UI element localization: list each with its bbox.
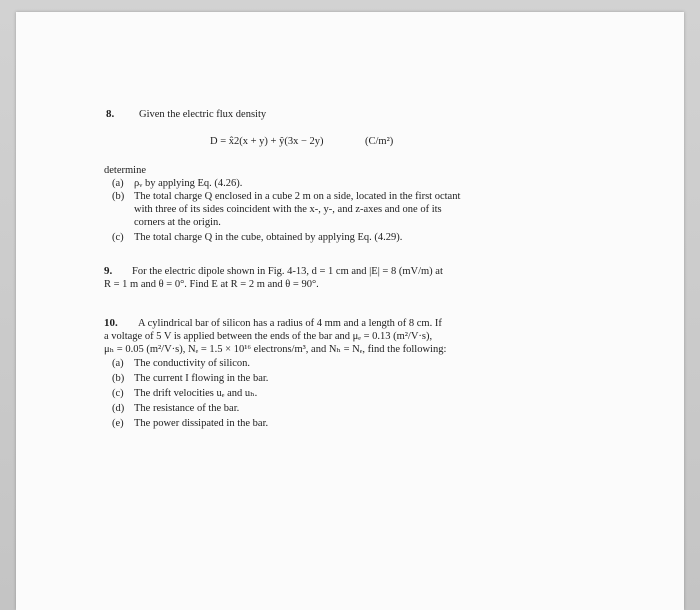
problem-10-line-2: a voltage of 5 V is applied between the ends of the bar and μₑ = 0.13 (m²/V·s), [104,331,433,342]
problem-10-part-e-text: The power dissipated in the bar. [134,418,269,429]
problem-8-part-b-line-3: corners at the origin. [134,217,221,228]
problem-9-number: 9. [104,265,113,277]
problem-8-equation: D = x̂2(x + y) + ŷ(3x − 2y) [210,136,324,147]
problem-8-equation-units: (C/m²) [365,136,394,147]
problem-10-part-b-text: The current I flowing in the bar. [134,373,269,384]
problem-10-part-a-text: The conductivity of silicon. [134,358,251,369]
problem-10-part-c-label: (c) [112,388,124,399]
problem-8-determine: determine [104,165,146,176]
problem-10-number: 10. [104,317,118,329]
problem-8-part-c-label: (c) [112,232,124,243]
problem-8-number: 8. [106,108,115,120]
problem-8-part-b-line-2: with three of its sides coincident with the x-, y-, and z-axes and one of its [134,204,442,215]
problem-8-part-c-text: The total charge Q in the cube, obtained by applying Eq. (4.29). [134,232,403,243]
problem-10-part-e-label: (e) [112,418,124,429]
problem-8-part-a-label: (a) [112,178,124,189]
problem-10-part-c-text: The drift velocities uₑ and uₕ. [134,388,258,399]
problem-8-part-b-label: (b) [112,191,125,202]
document-page [16,12,684,610]
problem-8-part-b-line-1: The total charge Q enclosed in a cube 2 m on a side, located in the first octant [134,191,461,202]
problem-8-intro: Given the electric flux density [139,109,267,120]
problem-8-part-a-text: ρᵥ by applying Eq. (4.26). [134,178,243,189]
problem-10-part-a-label: (a) [112,358,124,369]
problem-9-line-2: R = 1 m and θ = 0°. Find E at R = 2 m and θ = 90°. [104,279,319,290]
problem-10-part-b-label: (b) [112,373,125,384]
problem-9-line-1: For the electric dipole shown in Fig. 4-13, d = 1 cm and |E| = 8 (mV/m) at [132,266,443,277]
problem-10-part-d-label: (d) [112,403,125,414]
problem-10-line-3: μₕ = 0.05 (m²/V·s), Nₑ = 1.5 × 10¹⁶ electrons/m³, and Nₕ = Nₑ, find the following: [104,344,447,355]
problem-10-part-d-text: The resistance of the bar. [134,403,240,414]
problem-10-line-1: A cylindrical bar of silicon has a radius of 4 mm and a length of 8 cm. If [138,318,442,329]
